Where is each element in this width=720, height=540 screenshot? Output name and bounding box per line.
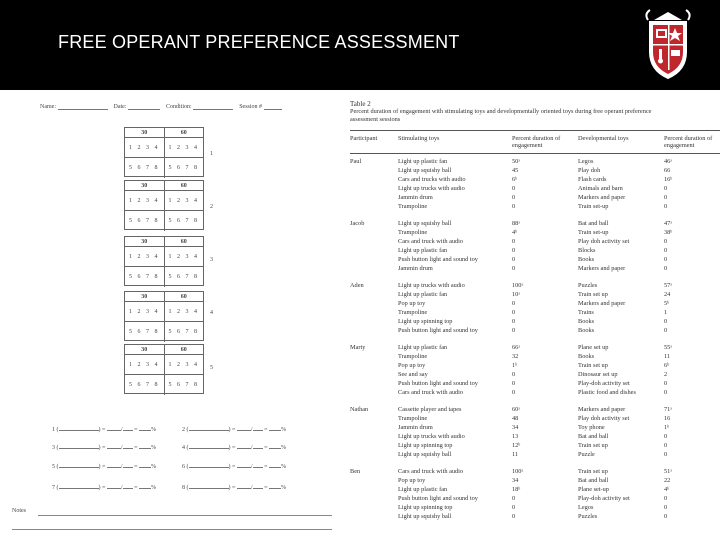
percent-stim-cell: 0 [512,371,516,378]
grid-cell[interactable]: 1 2 3 4 [164,191,204,210]
percent-dev-cell: 0 [664,256,668,263]
percent-stim-cell: 88ᵃ [512,220,521,227]
calc-line[interactable]: 4 ( ) = / = % [182,445,286,451]
results-table [336,95,720,540]
slide-title: FREE OPERANT PREFERENCE ASSESSMENT [58,32,460,52]
stimulating-toy-cell: Trampoline [398,415,428,422]
notes-label: Notes [12,508,26,514]
stimulating-toy-cell: Light up squishy ball [398,451,452,458]
table-title: Table 2 [350,100,371,108]
stimulating-toy-cell: Jammin drum [398,424,433,431]
percent-dev-cell: 0 [664,433,668,440]
stimulating-toy-cell: Light up trucks with audio [398,433,465,440]
developmental-toy-cell: Play doh [578,167,601,174]
table-caption-line2: assessment sessions [350,116,401,123]
stimulating-toy-cell: Light up plastic fan [398,158,448,165]
percent-dev-cell: 0 [664,318,668,325]
developmental-toy-cell: Blocks [578,247,596,254]
interval-grid-2 [124,180,204,230]
percent-dev-cell: 0 [664,238,668,245]
percent-dev-cell: 0 [664,185,668,192]
percent-stim-cell: 0 [512,327,516,334]
name-field[interactable]: Name: [40,103,108,110]
percent-dev-cell: 51ᵃ [664,468,673,475]
stimulating-toy-cell: Light up spinning top [398,318,453,325]
grid-cell[interactable]: 1 2 3 4 [164,247,204,266]
header-percent-dev: Percent duration of engagement [664,135,713,149]
percent-stim-cell: 12ᵇ [512,442,521,449]
stimulating-toy-cell: Cassette player and tapes [398,406,462,413]
percent-dev-cell: 5ᵇ [664,300,670,307]
grid-cell[interactable]: 5 6 7 8 [164,322,204,342]
grid-cell[interactable]: 5 6 7 8 [164,211,204,231]
header-developmental-toys: Developmental toys [578,135,629,142]
developmental-toy-cell: Plastic food and dishes [578,389,636,396]
calc-line[interactable]: 7 ( ) = / = % [52,485,156,491]
stimulating-toy-cell: See and say [398,371,428,378]
developmental-toy-cell: Plane set-up [578,486,609,493]
stimulating-toy-cell: Pop up toy [398,362,426,369]
percent-stim-cell: 13 [512,433,519,440]
percent-dev-cell: 0 [664,194,668,201]
condition-label: Condition [166,104,191,110]
percent-dev-cell: 24 [664,291,671,298]
percent-dev-cell: 1 [664,309,668,316]
developmental-toy-cell: Bat and ball [578,220,609,227]
calc-line[interactable]: 2 ( ) = / = % [182,427,286,433]
percent-dev-cell: 4ᵇ [664,486,670,493]
percent-stim-cell: 0 [512,513,516,520]
percent-dev-cell: 0 [664,380,668,387]
calc-number: 2 [182,427,185,433]
percent-stim-cell: 32 [512,353,519,360]
percent-dev-cell: 2 [664,371,668,378]
condition-field[interactable]: Condition: [166,103,233,110]
percent-dev-cell: 0 [664,504,668,511]
date-field[interactable]: Date: [114,103,161,110]
percent-dev-cell: 16ᵇ [664,176,673,183]
percent-dev-cell: 55ᵃ [664,344,673,351]
grid-header: 30 [141,294,148,300]
stimulating-toy-cell: Light up plastic fan [398,291,448,298]
stimulating-toy-cell: Light up spinning top [398,442,453,449]
table-rule [350,130,720,131]
grid-header: 30 [141,130,148,136]
developmental-toy-cell: Markers and paper [578,406,626,413]
grid-cell[interactable]: 5 6 7 8 [164,158,204,178]
developmental-toy-cell: Animals and barn [578,185,623,192]
percent-stim-cell: 0 [512,203,516,210]
developmental-toy-cell: Markers and paper [578,300,626,307]
percent-stim-cell: 0 [512,256,516,263]
percent-stim-cell: 0 [512,238,516,245]
percent-stim-cell: 0 [512,495,516,502]
stimulating-toy-cell: Pop up toy [398,477,426,484]
grid-cell[interactable]: 5 6 7 8 [129,382,160,388]
percent-stim-cell: 11 [512,451,519,458]
developmental-toy-cell: Train set-up [578,203,609,210]
percent-dev-cell: 16 [664,415,671,422]
stimulating-toy-cell: Jammin drum [398,265,433,272]
stimulating-toy-cell: Light up squishy ball [398,220,452,227]
percent-stim-cell: 60ᵃ [512,406,521,413]
grid-number: 3 [210,257,213,263]
notes-line[interactable] [12,529,332,530]
percent-stim-cell: 34 [512,477,519,484]
stimulating-toy-cell: Trampoline [398,229,428,236]
calc-number: 7 [52,485,55,491]
grid-number: 2 [210,204,213,210]
developmental-toy-cell: Books [578,256,595,263]
percent-stim-cell: 50ᵃ [512,158,521,165]
percent-dev-cell: 66 [664,167,671,174]
percent-dev-cell: 0 [664,203,668,210]
percent-stim-cell: 0 [512,300,516,307]
percent-stim-cell: 0 [512,318,516,325]
interval-grid-4 [124,291,204,341]
developmental-toy-cell: Play-doh activity set [578,495,630,502]
percent-dev-cell: 38ᵇ [664,229,673,236]
participant-name: Aden [350,282,364,289]
stimulating-toy-cell: Cars and truck with audio [398,468,464,475]
stimulating-toy-cell: Trampoline [398,309,428,316]
grid-number: 5 [210,365,213,371]
interval-grid-3 [124,236,204,286]
percent-dev-cell: 0 [664,265,668,272]
calc-line[interactable]: 3 ( ) = / = % [52,445,156,451]
calc-number: 3 [52,445,55,451]
developmental-toy-cell: Legos [578,504,594,511]
percent-stim-cell: 34 [512,424,519,431]
stimulating-toy-cell: Trampoline [398,203,428,210]
percent-stim-cell: 0 [512,389,516,396]
grid-header: 60 [164,181,204,190]
stimulating-toy-cell: Cars and truck with audio [398,238,464,245]
developmental-toy-cell: Trains [578,309,594,316]
grid-cell[interactable]: 1 2 3 4 [129,145,160,151]
stimulating-toy-cell: Light up plastic fan [398,486,448,493]
percent-stim-cell: 0 [512,185,516,192]
session-label: Session # [239,104,263,110]
date-label: Date [113,104,125,110]
stimulating-toy-cell: Trampoline [398,353,428,360]
developmental-toy-cell: Markers and paper [578,265,626,272]
stimulating-toy-cell: Light up plastic fan [398,344,448,351]
developmental-toy-cell: Books [578,327,595,334]
calc-number: 6 [182,464,185,470]
header-percent-stim: Percent duration of engagement [512,135,561,149]
grid-cell[interactable]: 1 2 3 4 [129,309,160,315]
name-label: Name [40,104,55,110]
participant-name: Ben [350,468,361,475]
stimulating-toy-cell: Push button light and sound toy [398,380,478,387]
developmental-toy-cell: Play doh activity set [578,415,630,422]
developmental-toy-cell: Books [578,353,595,360]
percent-dev-cell: 0 [664,451,668,458]
percent-stim-cell: 45 [512,167,519,174]
percent-dev-cell: 0 [664,389,668,396]
percent-stim-cell: 6ᵇ [512,176,518,183]
grid-cell[interactable]: 1 2 3 4 [164,138,204,157]
developmental-toy-cell: Train set up [578,442,608,449]
percent-dev-cell: 0 [664,513,668,520]
grid-cell[interactable]: 1 2 3 4 [164,355,204,374]
grid-header: 30 [141,239,148,245]
grid-header: 30 [141,183,148,189]
developmental-toy-cell: Markers and paper [578,194,626,201]
grid-number: 4 [210,310,213,316]
percent-dev-cell: 6ᵇ [664,362,670,369]
developmental-toy-cell: Play doh activity set [578,238,630,245]
percent-dev-cell: 11 [664,353,671,360]
calc-line[interactable]: 5 ( ) = / = % [52,464,156,470]
header-participant: Participant [350,135,378,142]
participant-name: Marty [350,344,366,351]
percent-stim-cell: 0 [512,309,516,316]
developmental-toy-cell: Books [578,318,595,325]
developmental-toy-cell: Dinosaur set up [578,371,618,378]
table-caption-line1: Percent duration of engagement with stimulating toys and developmentally oriented toys during free operant preference [350,108,652,115]
stimulating-toy-cell: Push button light and sound toy [398,495,478,502]
percent-stim-cell: 66ᵃ [512,344,521,351]
stimulating-toy-cell: Jammin drum [398,194,433,201]
calc-line[interactable]: 8 ( ) = / = % [182,485,286,491]
grid-cell[interactable]: 5 6 7 8 [164,267,204,287]
stimulating-toy-cell: Cars and trucks with audio [398,176,466,183]
grid-number: 1 [210,151,213,157]
calc-number: 1 [52,427,55,433]
percent-stim-cell: 0 [512,380,516,387]
interval-grid-5 [124,344,204,394]
percent-stim-cell: 48 [512,415,519,422]
developmental-toy-cell: Puzzle [578,451,595,458]
percent-stim-cell: 100ᵃ [512,468,524,475]
percent-stim-cell: 18ᵇ [512,486,521,493]
stimulating-toy-cell: Light up trucks with audio [398,185,465,192]
university-crest-icon [640,8,696,82]
form-header-fields [40,103,335,110]
percent-stim-cell: 0 [512,504,516,511]
percent-stim-cell: 4ᵇ [512,229,518,236]
percent-dev-cell: 71ᵃ [664,406,673,413]
session-field[interactable] [239,103,281,110]
developmental-toy-cell: Bat and ball [578,433,609,440]
developmental-toy-cell: Train set up [578,468,608,475]
interval-grid-1 [124,127,204,177]
developmental-toy-cell: Flash cards [578,176,607,183]
grid-cell[interactable]: 1 2 3 4 [164,302,204,321]
percent-dev-cell: 47ᵃ [664,220,673,227]
developmental-toy-cell: Puzzles [578,513,598,520]
slide-header [0,0,720,90]
stimulating-toy-cell: Push button light and sound toy [398,327,478,334]
percent-stim-cell: 10ᵃ [512,291,521,298]
grid-header: 30 [141,347,148,353]
percent-stim-cell: 0 [512,247,516,254]
participant-name: Paul [350,158,362,165]
percent-stim-cell: 100ᵃ [512,282,524,289]
developmental-toy-cell: Train set up [578,291,608,298]
stimulating-toy-cell: Cars and truck with audio [398,389,464,396]
developmental-toy-cell: Play-doh activity set [578,380,630,387]
percent-stim-cell: 1ᵇ [512,362,518,369]
header-stimulating-toys: Stimulating toys [398,135,440,142]
stimulating-toy-cell: Light up plastic fan [398,247,448,254]
grid-cell[interactable]: 5 6 7 8 [129,165,160,171]
percent-dev-cell: 0 [664,495,668,502]
developmental-toy-cell: Train set up [578,362,608,369]
percent-dev-cell: 22 [664,477,671,484]
table-caption [350,100,720,124]
participant-name: Jacob [350,220,365,227]
table-rule [350,153,720,154]
grid-cell[interactable]: 5 6 7 8 [164,375,204,395]
calc-number: 8 [182,485,185,491]
notes-line[interactable] [38,515,332,516]
calc-number: 4 [182,445,185,451]
percent-dev-cell: 0 [664,442,668,449]
percent-stim-cell: 0 [512,265,516,272]
grid-cell[interactable]: 1 2 3 4 [129,198,160,204]
calc-line[interactable]: 6 ( ) = / = % [182,464,286,470]
stimulating-toy-cell: Light up squishy ball [398,167,452,174]
grid-header: 60 [164,292,204,301]
grid-cell[interactable]: 5 6 7 8 [129,274,160,280]
percent-dev-cell: 46ᵃ [664,158,673,165]
percent-dev-cell: 1ᵇ [664,424,670,431]
grid-cell[interactable]: 5 6 7 8 [129,329,160,335]
developmental-toy-cell: Train set-up [578,229,609,236]
stimulating-toy-cell: Pop up toy [398,300,426,307]
calc-number: 5 [52,464,55,470]
grid-header: 60 [164,345,204,354]
percent-dev-cell: 0 [664,247,668,254]
calc-line[interactable]: 1 ( ) = / = % [52,427,156,433]
developmental-toy-cell: Puzzles [578,282,598,289]
grid-header: 60 [164,237,204,246]
grid-cell[interactable]: 1 2 3 4 [129,254,160,260]
grid-cell[interactable]: 5 6 7 8 [129,218,160,224]
developmental-toy-cell: Toy phone [578,424,605,431]
developmental-toy-cell: Legos [578,158,594,165]
stimulating-toy-cell: Light up trucks with audio [398,282,465,289]
grid-cell[interactable]: 1 2 3 4 [129,362,160,368]
data-sheet-form [0,95,336,540]
percent-stim-cell: 0 [512,194,516,201]
stimulating-toy-cell: Light up spinning top [398,504,453,511]
developmental-toy-cell: Plane set up [578,344,609,351]
stimulating-toy-cell: Push button light and sound toy [398,256,478,263]
participant-name: Nathan [350,406,369,413]
percent-dev-cell: 0 [664,327,668,334]
grid-header: 60 [164,128,204,137]
stimulating-toy-cell: Light up squishy ball [398,513,452,520]
percent-dev-cell: 57ᵃ [664,282,673,289]
developmental-toy-cell: Bat and ball [578,477,609,484]
